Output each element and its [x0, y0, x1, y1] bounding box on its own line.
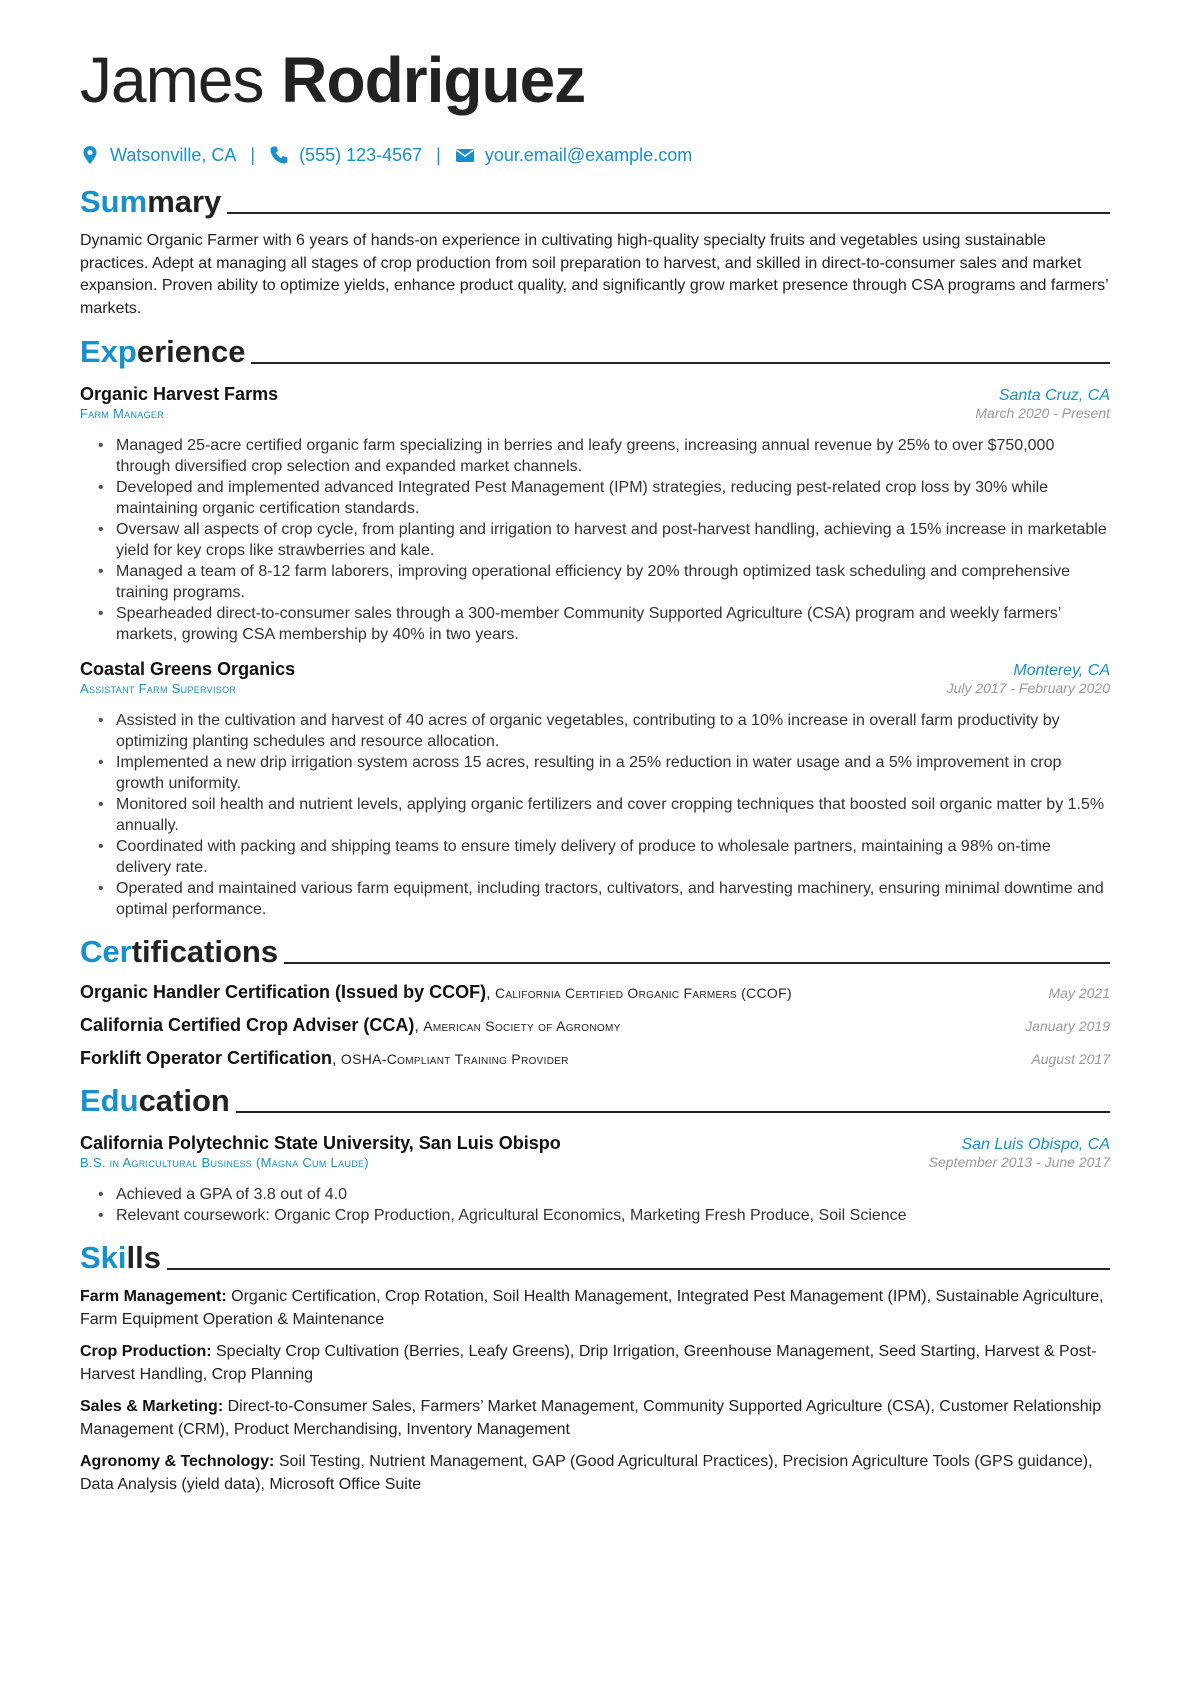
- certification-item: Organic Handler Certification (Issued by CCOF), California Certified Organic Farmers (CCOF) May 2021: [80, 982, 1110, 1002]
- list-item: • Coordinated with packing and shipping teams to ensure timely delivery of produce to wholesale partners, maintaining a 98% on-time delivery rate.: [116, 836, 1110, 878]
- contact-location: [80, 145, 236, 166]
- skill-label: Crop Production:: [80, 1343, 212, 1360]
- list-item: • Assisted in the cultivation and harvest of 40 acres of organic vegetables, contributing to a 10% increase in overall farm productivity by optimizing planting schedules and resource allocation.: [116, 710, 1110, 752]
- contact-phone[interactable]: [269, 145, 422, 166]
- phone-icon: [269, 145, 289, 165]
- list-item: • Oversaw all aspects of crop cycle, from planting and irrigation to harvest and post-harvest handling, achieving a 15% increase in marketable yield for key crops like strawberries and kale.: [116, 519, 1110, 561]
- skill-list: Soil Testing, Nutrient Management, GAP (Good Agricultural Practices), Precision Agriculture Tools (GPS guidance), Data Analysis (yield data), Microsoft Office Suite: [80, 1453, 1093, 1493]
- certification-item: California Certified Crop Adviser (CCA), American Society of Agronomy January 2019: [80, 1015, 1110, 1035]
- phone-text: (555) 123-4567: [299, 144, 423, 165]
- school-name: California Polytechnic State University, San Luis Obispo: [80, 1133, 561, 1153]
- list-item: • Managed 25-acre certified organic farm specializing in berries and leafy greens, increasing annual revenue by 25% to over $750,000 through diversified crop selection and expanded market channels.: [116, 435, 1110, 477]
- section-heading: [80, 934, 1110, 970]
- education-entry: [80, 1133, 1110, 1226]
- summary-section: [80, 184, 1110, 320]
- skill-label: Agronomy & Technology:: [80, 1453, 275, 1470]
- skill-list: Direct-to-Consumer Sales, Farmers’ Market Management, Community Supported Agriculture (CSA), Customer Relationship Management (CRM), Product Merchandising, Inventory Management: [80, 1398, 1102, 1438]
- envelope-icon: [455, 145, 475, 165]
- map-marker-icon: [80, 145, 100, 165]
- skill-group: [80, 1286, 1110, 1331]
- list-item: • Monitored soil health and nutrient levels, applying organic fertilizers and cover cropping techniques that boosted soil organic matter by 1.5% annually.: [116, 794, 1110, 836]
- skill-list: Specialty Crop Cultivation (Berries, Leafy Greens), Drip Irrigation, Greenhouse Management, Seed Starting, Harvest & Post-Harvest Handling, Crop Planning: [80, 1343, 1097, 1383]
- skills-section: [80, 1240, 1110, 1496]
- skill-group: [80, 1451, 1110, 1496]
- section-title: Certifications: [80, 934, 279, 969]
- list-item: • Relevant coursework: Organic Crop Production, Agricultural Economics, Marketing Fresh Produce, Soil Science: [116, 1205, 1110, 1226]
- bullet-list: [80, 1184, 1110, 1226]
- section-heading: [80, 1083, 1110, 1119]
- section-rule: [236, 1111, 1110, 1113]
- employer-name: Coastal Greens Organics: [80, 659, 296, 679]
- candidate-name: [80, 40, 1110, 120]
- degree: B.S. in Agricultural Business (Magna Cum Laude): [80, 1155, 369, 1170]
- entry-location: Santa Cruz, CA: [998, 387, 1110, 404]
- list-item: • Implemented a new drip irrigation system across 15 acres, resulting in a 25% reduction in water usage and a 5% improvement in crop growth uniformity.: [116, 752, 1110, 794]
- certification-item: Forklift Operator Certification, OSHA-Compliant Training Provider August 2017: [80, 1048, 1110, 1068]
- list-item: • Spearheaded direct-to-consumer sales through a 300-member Community Supported Agriculture (CSA) program and weekly farmers’ markets, growing CSA membership by 40% in two years.: [116, 603, 1110, 645]
- bullet-list: [80, 710, 1110, 920]
- contact-separator: |: [250, 144, 256, 165]
- contact-email[interactable]: [455, 145, 692, 166]
- contact-separator: |: [436, 144, 441, 165]
- employer-name: Organic Harvest Farms: [80, 384, 279, 404]
- certification-name: Organic Handler Certification (Issued by CCOF): [80, 982, 487, 1002]
- section-title: Experience: [80, 334, 246, 369]
- list-item: • Operated and maintained various farm equipment, including tractors, cultivators, and harvesting machinery, ensuring minimal downtime and optimal performance.: [116, 878, 1110, 920]
- section-title: Summary: [80, 184, 222, 219]
- experience-entry: [80, 384, 1110, 645]
- section-title: Skills: [80, 1240, 161, 1275]
- skill-group: [80, 1341, 1110, 1386]
- summary-text: Dynamic Organic Farmer with 6 years of hands-on experience in cultivating high-quality specialty fruits and vegetables using sustainable practices. Adept at managing all stages of crop production from soil preparation to harvest, and skilled in direct-to-consumer sales and market expansion. Proven ability to optimize yields, enhance product quality, and significantly grow market presence through CSA programs and farmers’ markets.: [80, 232, 1109, 317]
- entry-dates: March 2020 - Present: [975, 405, 1110, 421]
- last-name: Rodriguez: [281, 44, 586, 116]
- certifications-section: [80, 934, 1110, 1069]
- certification-name: California Certified Crop Adviser (CCA): [80, 1015, 415, 1035]
- list-item: • Developed and implemented advanced Integrated Pest Management (IPM) strategies, reducing pest-related crop loss by 30% while maintaining organic certification standards.: [116, 477, 1110, 519]
- section-heading: [80, 334, 1110, 370]
- job-title: Assistant Farm Supervisor: [80, 681, 237, 696]
- skill-label: Farm Management:: [80, 1288, 227, 1305]
- certification-issuer: OSHA-Compliant Training Provider: [340, 1051, 569, 1067]
- section-rule: [251, 362, 1110, 364]
- entry-location: Monterey, CA: [1013, 662, 1110, 679]
- education-section: [80, 1083, 1110, 1226]
- list-item: • Achieved a GPA of 3.8 out of 4.0: [116, 1184, 1110, 1205]
- section-rule: [284, 962, 1110, 964]
- email-text: your.email@example.com: [484, 144, 693, 165]
- experience-entry: [80, 659, 1110, 920]
- first-name: James: [80, 44, 264, 116]
- experience-section: [80, 334, 1110, 920]
- section-rule: [227, 212, 1110, 214]
- certification-name: Forklift Operator Certification: [80, 1048, 333, 1068]
- certification-issuer: American Society of Agronomy: [423, 1018, 621, 1034]
- certification-date: August 2017: [1031, 1051, 1110, 1067]
- certification-date: May 2021: [1048, 985, 1110, 1001]
- job-title: Farm Manager: [80, 406, 164, 421]
- skill-label: Sales & Marketing:: [80, 1398, 224, 1415]
- certification-date: January 2019: [1025, 1018, 1110, 1034]
- entry-location: San Luis Obispo, CA: [961, 1136, 1110, 1153]
- certification-issuer: California Certified Organic Farmers (CCOF): [494, 985, 792, 1001]
- section-heading: [80, 1240, 1110, 1276]
- bullet-list: [80, 435, 1110, 645]
- skill-list: Organic Certification, Crop Rotation, Soil Health Management, Integrated Pest Management (IPM), Sustainable Agriculture, Farm Equipment Operation & Maintenance: [80, 1288, 1104, 1328]
- location-text: Watsonville, CA: [110, 144, 237, 165]
- skill-group: [80, 1396, 1110, 1441]
- section-title: Education: [80, 1083, 230, 1118]
- entry-dates: September 2013 - June 2017: [928, 1154, 1110, 1170]
- contact-bar: [80, 140, 1110, 170]
- entry-dates: July 2017 - February 2020: [946, 680, 1110, 696]
- section-heading: [80, 184, 1110, 220]
- list-item: • Managed a team of 8-12 farm laborers, improving operational efficiency by 20% through optimized task scheduling and comprehensive training programs.: [116, 561, 1110, 603]
- section-rule: [167, 1268, 1110, 1270]
